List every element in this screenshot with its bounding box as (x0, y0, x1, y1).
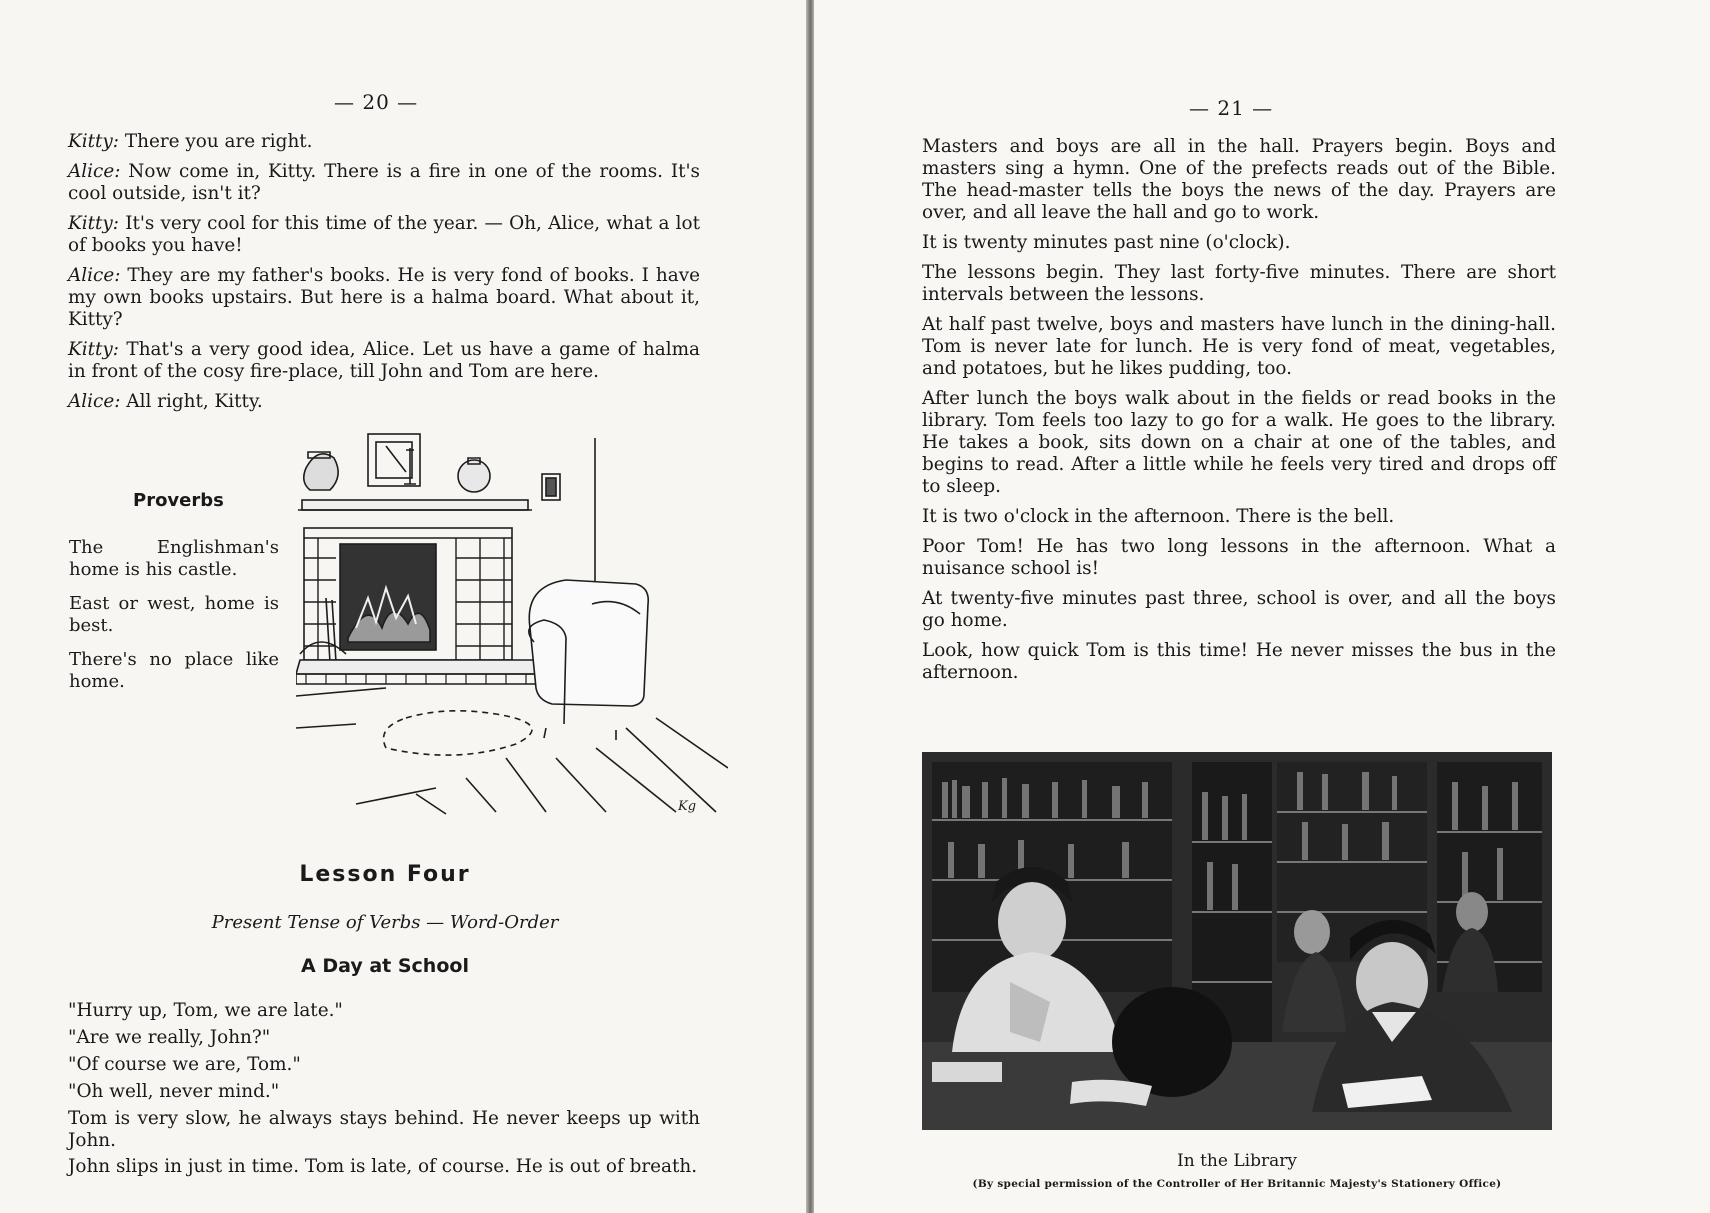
page-number-left: — 20 — (334, 90, 419, 114)
speaker-label: Alice: (68, 161, 121, 182)
story-line: "Of course we are, Tom." (68, 1054, 301, 1075)
proverbs-list (69, 537, 279, 705)
paragraph: At half past twelve, boys and masters have lunch in the dining-hall. Tom is never late for lunch. He is very fond of meat, vegetables, and potatoes, but he likes pudding, too. (922, 314, 1556, 379)
paragraph: It is two o'clock in the afternoon. There is the bell. (922, 506, 1395, 527)
story-paragraph: Tom is very slow, he always stays behind. He never keeps up with John. (68, 1108, 700, 1151)
dialogue-text: There you are right. (119, 131, 313, 152)
paragraph: After lunch the boys walk about in the fields or read books in the library. Tom feels too lazy to go for a walk. He goes to the library. He takes a book, sits down on a chair at one of the tables, and begins to read. After a little while he feels very tired and drops off to sleep. (922, 388, 1556, 497)
story-line: "Are we really, John?" (68, 1027, 271, 1048)
paragraph: Masters and boys are all in the hall. Prayers begin. Boys and masters sing a hymn. One of the prefects reads out of the Bible. The head-master tells the boys the news of the day. Prayers are over, and all leave the hall and go to work. (922, 136, 1556, 223)
dialogue-line (68, 161, 700, 205)
dialogue-text: That's a very good idea, Alice. Let us have a game of halma in front of the cosy fire-place, till John and Tom are here. (68, 339, 700, 382)
proverb: There's no place like home. (69, 649, 279, 692)
fireplace-illustration (296, 428, 728, 818)
paragraph: The lessons begin. They last forty-five minutes. There are short intervals between the lessons. (922, 262, 1556, 305)
dialogue-text: They are my father's books. He is very fond of books. I have my own books upstairs. But here is a halma board. What about it, Kitty? (68, 265, 700, 330)
dialogue-line (68, 213, 700, 257)
speaker-label: Kitty: (68, 213, 119, 234)
paragraph: At twenty-five minutes past three, school is over, and all the boys go home. (922, 588, 1556, 631)
dialogue-line (68, 265, 700, 331)
illustration-signature: Kg (678, 799, 697, 814)
library-photo (922, 752, 1552, 1130)
dialogue-text: Now come in, Kitty. There is a fire in one of the rooms. It's cool outside, isn't it? (68, 161, 700, 204)
paragraph: Look, how quick Tom is this time! He never misses the bus in the afternoon. (922, 640, 1556, 683)
dialogue-block (68, 131, 700, 421)
photo-credit: (By special permission of the Controller of Her Britannic Majesty's Stationery Office) (972, 1178, 1502, 1190)
story-block (68, 1000, 700, 1186)
page-number-right: — 21 — (1189, 96, 1274, 120)
speaker-label: Alice: (68, 391, 121, 412)
dialogue-line (68, 131, 700, 153)
proverb: East or west, home is best. (69, 593, 279, 636)
right-text-block (922, 136, 1556, 692)
dialogue-line (68, 391, 700, 413)
dialogue-text: All right, Kitty. (120, 391, 263, 412)
dialogue-line (68, 339, 700, 383)
story-line: "Hurry up, Tom, we are late." (68, 1000, 343, 1021)
lesson-subtitle: Present Tense of Verbs — Word-Order (211, 912, 559, 933)
story-title: A Day at School (301, 955, 469, 977)
paragraph: It is twenty minutes past nine (o'clock). (922, 232, 1291, 253)
proverbs-heading: Proverbs (133, 490, 224, 511)
speaker-label: Alice: (68, 265, 121, 286)
speaker-label: Kitty: (68, 339, 119, 360)
left-page (0, 0, 808, 1213)
story-paragraph: John slips in just in time. Tom is late, of course. He is out of breath. (68, 1156, 698, 1177)
story-line: "Oh well, never mind." (68, 1081, 280, 1102)
dialogue-text: It's very cool for this time of the year. — Oh, Alice, what a lot of books you have! (68, 213, 700, 256)
photo-caption: In the Library (1177, 1151, 1297, 1171)
paragraph: Poor Tom! He has two long lessons in the afternoon. What a nuisance school is! (922, 536, 1556, 579)
speaker-label: Kitty: (68, 131, 119, 152)
lesson-title: Lesson Four (299, 862, 471, 887)
proverb: The Englishman's home is his castle. (69, 537, 279, 580)
